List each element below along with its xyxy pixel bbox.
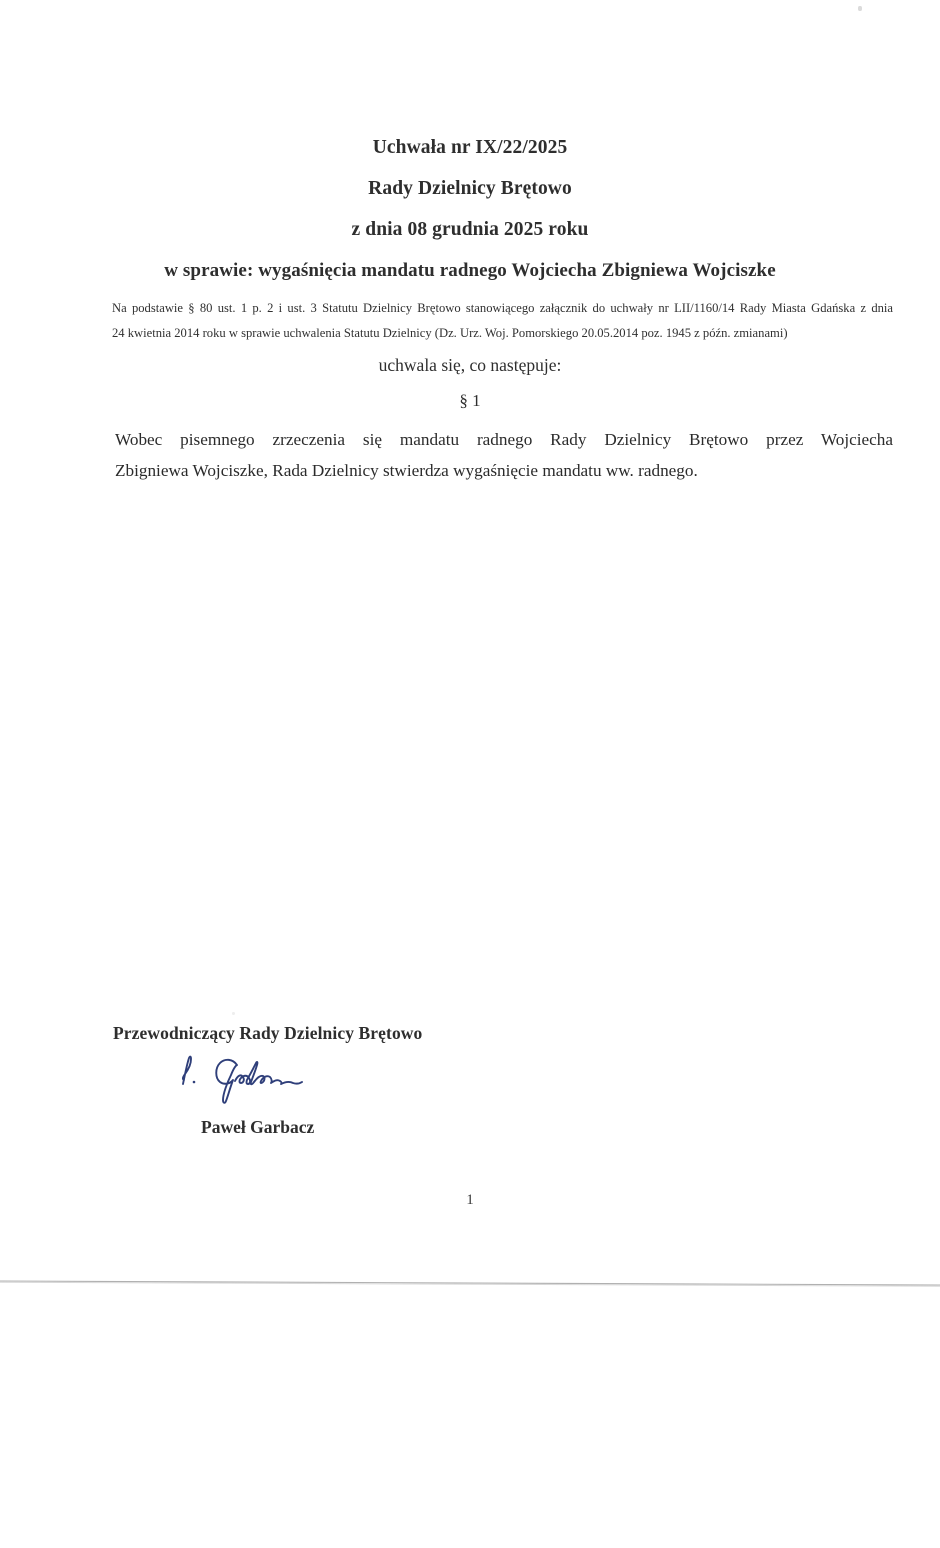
body-line: Wobec pisemnego zrzeczenia się mandatu radnego Rady Dzielnicy Brętowo przez Wojciecha: [115, 430, 893, 449]
signature-name: Paweł Garbacz: [201, 1117, 315, 1137]
body-line: Zbigniewa Wojciszke, Rada Dzielnicy stwierdza wygaśnięcie mandatu ww. radnego.: [115, 461, 698, 480]
legal-basis-line: Na podstawie § 80 ust. 1 p. 2 i ust. 3 Statutu Dzielnicy Brętowo stanowiącego załącznik do uchwały nr LII/1160/14 Rady Miasta Gdańska z dnia: [112, 301, 893, 315]
enacting-clause: uchwala się, co następuje:: [378, 355, 562, 375]
scan-edge-line: [0, 1276, 940, 1290]
heading-council-name: Rady Dzielnicy Brętowo: [368, 177, 572, 199]
document-heading: [0, 136, 940, 299]
page-number: 1: [466, 1192, 474, 1208]
scan-speck-icon: [858, 6, 862, 11]
legal-basis-paragraph: [112, 296, 893, 346]
legal-basis-line: 24 kwietnia 2014 roku w sprawie uchwalenia Statutu Dzielnicy (Dz. Urz. Woj. Pomorskiego 20.05.2014 poz. 1945 z późn. zmianami): [112, 326, 788, 340]
signature-block: [113, 1023, 533, 1138]
handwritten-signature-icon: [175, 1050, 355, 1106]
page-bottom-margin: [0, 1290, 940, 1548]
heading-subject: w sprawie: wygaśnięcia mandatu radnego Wojciecha Zbigniewa Wojciszke: [164, 259, 776, 281]
heading-date: z dnia 08 grudnia 2025 roku: [351, 218, 589, 240]
scan-speck-icon: [232, 1012, 235, 1015]
signature-title: Przewodniczący Rady Dzielnicy Brętowo: [113, 1023, 423, 1043]
section-marker: § 1: [459, 391, 481, 410]
body-paragraph: [115, 424, 893, 486]
heading-resolution-number: Uchwała nr IX/22/2025: [372, 137, 568, 158]
